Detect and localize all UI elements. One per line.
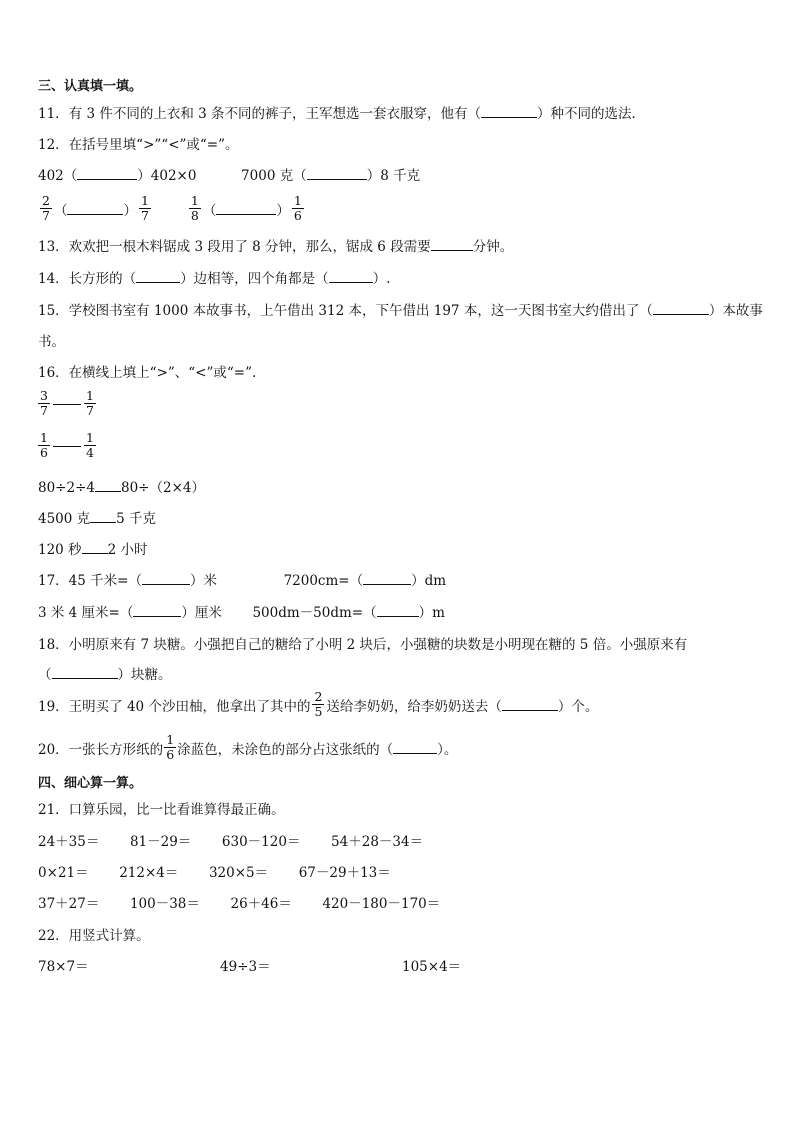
q17-unit: ）米 xyxy=(189,573,217,589)
calc-item: 320×5＝ xyxy=(208,865,269,881)
q17-unit: ）厘米 xyxy=(181,605,222,621)
answer-blank[interactable] xyxy=(67,202,123,215)
q19-text-end: ）个。 xyxy=(557,698,599,715)
calc-item: 0×21＝ xyxy=(38,865,89,881)
calc-item: 100－38＝ xyxy=(129,896,200,912)
q16-row-2 xyxy=(38,431,98,460)
q18-line-2 xyxy=(38,666,172,684)
question-18: 18．小明原来有 7 块糖。小强把自己的糖给了小明 2 块后，小强糖的块数是小明现在糖的 5 倍。小强原来有 xyxy=(38,637,688,653)
fraction: $\frac{1}{6}$ xyxy=(166,732,175,762)
calc-item: 24＋35＝ xyxy=(38,834,100,850)
calc-item: 420－180－170＝ xyxy=(322,896,441,912)
q11-text-end: ）种不同的选法． xyxy=(537,106,646,122)
fraction: $\frac{1}{7}$ xyxy=(140,193,149,223)
calc-item: 54＋28－34＝ xyxy=(331,834,424,850)
answer-line[interactable] xyxy=(53,445,81,447)
paren-open: （ xyxy=(53,202,68,219)
calc-item: 37＋27＝ xyxy=(38,896,100,912)
q19-text: 19．王明买了 40 个沙田柚，他拿出了其中的 xyxy=(38,698,311,715)
q22-item-3: 105×4＝ xyxy=(402,959,462,975)
expr: 80÷（2×4） xyxy=(120,480,205,496)
q18-text-end: ）块糖。 xyxy=(117,667,172,683)
q20-text-end: ）。 xyxy=(437,741,458,758)
question-12: 12．在括号里填“>”“<”或“=”。 xyxy=(38,137,239,153)
fraction: $\frac{3}{7}$ xyxy=(40,388,48,418)
paren-open: （ xyxy=(202,202,217,219)
q14-text-mid: ）边相等，四个角都是（ xyxy=(180,271,329,287)
answer-blank[interactable] xyxy=(431,238,473,251)
question-16: 16．在横线上填上“>”、“<”或“=”. xyxy=(38,365,257,381)
answer-blank[interactable] xyxy=(95,479,121,492)
calc-item: 67－29＋13＝ xyxy=(298,865,391,881)
q16-row-4 xyxy=(38,510,156,528)
expr: 120 秒 xyxy=(38,542,82,558)
expr: 2 小时 xyxy=(107,542,148,558)
answer-line[interactable] xyxy=(53,403,81,405)
q17-row-2 xyxy=(38,604,445,622)
answer-blank[interactable] xyxy=(393,741,437,754)
fraction: $\frac{1}{6}$ xyxy=(293,193,302,223)
q21-row-1 xyxy=(38,833,423,851)
fraction: $\frac{1}{8}$ xyxy=(190,193,199,223)
answer-blank[interactable] xyxy=(82,541,108,554)
answer-blank[interactable] xyxy=(142,572,190,585)
q11-text: 11．有 3 件不同的上衣和 3 条不同的裤子，王军想选一套衣服穿，他有（ xyxy=(38,106,482,122)
question-15 xyxy=(38,302,763,320)
q17-expr: 7200cm=（ xyxy=(283,573,364,589)
answer-blank[interactable] xyxy=(133,604,181,617)
q17-unit: ）m xyxy=(418,605,445,621)
q22-item-2: 49÷3＝ xyxy=(220,959,271,975)
expr: 5 千克 xyxy=(116,511,157,527)
q22-item-1: 78×7＝ xyxy=(38,959,89,975)
answer-blank[interactable] xyxy=(52,666,118,679)
answer-blank[interactable] xyxy=(307,167,367,180)
q16-row-5 xyxy=(38,541,147,559)
expr: 80÷2÷4 xyxy=(38,480,95,496)
q17-expr: 500dm－50dm=（ xyxy=(252,605,377,621)
q15-text-end: ）本故事 xyxy=(708,303,763,319)
expr: 4500 克 xyxy=(38,511,91,527)
q20-text-mid: 涂蓝色，未涂色的部分占这张纸的（ xyxy=(177,741,394,758)
section-heading-4: 四、细心算一算。 xyxy=(38,776,143,791)
q12-row-1 xyxy=(38,167,420,185)
question-14 xyxy=(38,270,390,288)
answer-blank[interactable] xyxy=(136,270,180,283)
q17-expr: 17．45 千米=（ xyxy=(38,573,142,589)
q16-row-3 xyxy=(38,479,205,497)
fraction: $\frac{1}{4}$ xyxy=(85,430,94,460)
calc-item: 630－120＝ xyxy=(221,834,301,850)
question-17 xyxy=(38,572,446,590)
question-19 xyxy=(38,690,598,719)
fraction: $\frac{2}{7}$ xyxy=(42,193,50,223)
answer-blank[interactable] xyxy=(481,105,537,118)
q12-expr-left: 7000 克（ xyxy=(241,168,307,184)
q17-expr: 3 米 4 厘米=（ xyxy=(38,605,134,621)
q16-row-1 xyxy=(38,389,98,418)
answer-blank[interactable] xyxy=(90,510,116,523)
question-20 xyxy=(38,733,457,762)
q19-text-mid: 送给李奶奶，给李奶奶送去（ xyxy=(326,698,502,715)
q12-row-2 xyxy=(38,194,306,223)
question-21: 21．口算乐园，比一比看谁算得最正确。 xyxy=(38,802,285,818)
q14-text-end: ）. xyxy=(372,271,391,287)
answer-blank[interactable] xyxy=(329,270,373,283)
q12-expr-right: ）402×0 xyxy=(137,168,197,184)
q21-row-2 xyxy=(38,864,391,882)
answer-blank[interactable] xyxy=(363,572,411,585)
q15-line-2: 书。 xyxy=(38,334,65,350)
q17-unit: ）dm xyxy=(411,573,447,589)
calc-item: 212×4＝ xyxy=(119,865,179,881)
paren-close: ） xyxy=(123,202,137,219)
q21-row-3 xyxy=(38,895,440,913)
fraction: $\frac{2}{5}$ xyxy=(314,689,323,719)
answer-blank[interactable] xyxy=(502,698,558,711)
q20-text: 20．一张长方形纸的 xyxy=(38,741,164,758)
question-22: 22．用竖式计算。 xyxy=(38,928,150,944)
fraction: $\frac{1}{6}$ xyxy=(40,430,48,460)
q12-expr-right: ）8 千克 xyxy=(366,168,421,184)
question-13 xyxy=(38,238,513,256)
section-heading-3: 三、认真填一填。 xyxy=(38,79,143,94)
paren-open: （ xyxy=(38,667,52,683)
q13-text: 13．欢欢把一根木料锯成 3 段用了 8 分钟，那么，锯成 6 段需要 xyxy=(38,239,431,255)
calc-item: 26＋46＝ xyxy=(230,896,292,912)
paren-close: ） xyxy=(276,202,290,219)
q12-expr-left: 402（ xyxy=(38,168,78,184)
q15-text: 15．学校图书室有 1000 本故事书，上午借出 312 本，下午借出 197 本，这一天图书室大约借出了（ xyxy=(38,303,653,319)
answer-blank[interactable] xyxy=(653,302,709,315)
answer-blank[interactable] xyxy=(216,202,276,215)
q13-text-end: 分钟。 xyxy=(472,239,514,255)
calc-item: 81－29＝ xyxy=(129,834,192,850)
answer-blank[interactable] xyxy=(77,167,137,180)
fraction: $\frac{1}{7}$ xyxy=(85,388,94,418)
answer-blank[interactable] xyxy=(377,604,419,617)
question-11 xyxy=(38,105,645,123)
q14-text: 14．长方形的（ xyxy=(38,271,137,287)
